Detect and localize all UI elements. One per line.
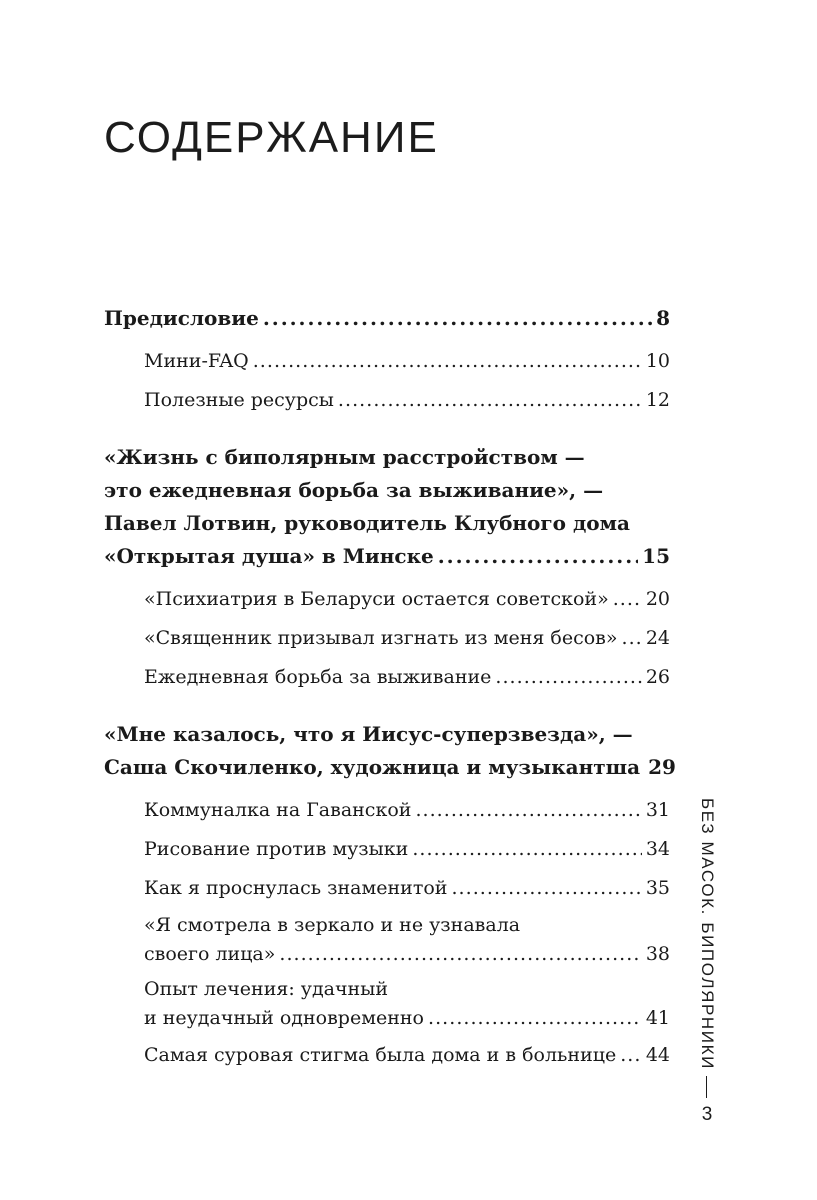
toc-entry-treatment[interactable] xyxy=(104,975,670,1033)
toc-entry-title: Самая суровая стигма была дома и в больнице xyxy=(144,1044,617,1066)
toc-entry-mini-faq[interactable] xyxy=(104,345,670,378)
toc-entry-priest[interactable] xyxy=(104,622,670,655)
toc-entry-useful-resources[interactable] xyxy=(104,384,670,417)
running-title: БЕЗ МАСОК. БИПОЛЯРНИКИ xyxy=(698,798,717,1070)
toc-chapter-title-line: Павел Лотвин, руководитель Клубного дома xyxy=(104,511,630,535)
toc-entry-title: своего лица» xyxy=(144,943,276,965)
dot-leader xyxy=(338,384,642,417)
toc-entry-psychiatry-belarus[interactable] xyxy=(104,583,670,616)
toc-page-number: 20 xyxy=(645,588,670,610)
dot-leader xyxy=(428,1004,642,1033)
toc-entry-drawing-vs-music[interactable] xyxy=(104,833,670,866)
toc-entry-title: «Открытая душа» в Минске xyxy=(104,544,434,568)
toc-page-number: 35 xyxy=(645,877,670,899)
toc-chapter-title-line: «Мне казалось, что я Иисус-суперзвезда», — xyxy=(104,722,633,746)
toc-page-number: 31 xyxy=(645,799,670,821)
dot-leader xyxy=(495,661,641,694)
toc-entry-title: Предисловие xyxy=(104,306,259,330)
toc-entry-title: «Священник призывал изгнать из меня бесов» xyxy=(144,627,618,649)
toc-entry-stigma[interactable] xyxy=(104,1039,670,1072)
toc-chapter-title-line: это ежедневная борьба за выживание», — xyxy=(104,478,604,502)
toc-entry-title: Как я проснулась знаменитой xyxy=(144,877,448,899)
dot-leader xyxy=(412,833,641,866)
dot-leader xyxy=(279,940,641,969)
toc-page-number: 41 xyxy=(645,1007,670,1029)
toc-page-number: 44 xyxy=(645,1044,670,1066)
toc-entry-title: «Психиатрия в Беларуси остается советской» xyxy=(144,588,609,610)
toc-page-number: 29 xyxy=(648,755,676,779)
toc-entry-title: Полезные ресурсы xyxy=(144,389,334,411)
toc-entry-title: и неудачный одновременно xyxy=(144,1007,424,1029)
toc-entry-became-famous[interactable] xyxy=(104,872,670,905)
toc-entry-preface[interactable] xyxy=(104,302,670,335)
dot-leader xyxy=(253,345,642,378)
dot-leader xyxy=(451,872,641,905)
dot-leader xyxy=(613,583,642,616)
dot-leader xyxy=(438,540,638,573)
toc-entry-daily-struggle[interactable] xyxy=(104,661,670,694)
page-number: 3 xyxy=(701,1104,713,1125)
dot-leader xyxy=(620,1039,642,1072)
toc-entry-title: Рисование против музыки xyxy=(144,838,409,860)
toc-entry-title-last-line xyxy=(144,1004,670,1033)
table-of-contents xyxy=(104,302,676,1072)
toc-entry-title: Коммуналка на Гаванской xyxy=(144,799,412,821)
toc-page-number: 38 xyxy=(645,943,670,965)
toc-page-number: 15 xyxy=(642,544,670,568)
toc-entry-title: Ежедневная борьба за выживание xyxy=(144,666,492,688)
dot-leader xyxy=(622,622,642,655)
toc-entry-title-line: Опыт лечения: удачный xyxy=(144,978,389,1000)
toc-chapter-1[interactable] xyxy=(104,441,670,573)
toc-chapter-title-last-line xyxy=(104,540,670,573)
toc-page-number: 8 xyxy=(656,306,670,330)
toc-page-number: 10 xyxy=(645,350,670,372)
toc-entry-kommunalka[interactable] xyxy=(104,794,670,827)
dot-leader xyxy=(263,302,652,335)
toc-chapter-title-line: «Жизнь с биполярным расстройством — xyxy=(104,445,585,469)
side-divider xyxy=(706,1076,707,1098)
dot-leader xyxy=(415,794,641,827)
toc-page-number: 24 xyxy=(645,627,670,649)
toc-entry-title-line: «Я смотрела в зеркало и не узнавала xyxy=(144,914,521,936)
toc-page-number: 34 xyxy=(645,838,670,860)
toc-entry-title: Мини-FAQ xyxy=(144,350,249,372)
toc-entry-title-last-line xyxy=(144,940,670,969)
toc-page-number: 26 xyxy=(645,666,670,688)
toc-entry-mirror[interactable] xyxy=(104,911,670,969)
toc-entry-title: Саша Скочиленко, художница и музыкантша xyxy=(104,755,641,779)
toc-chapter-title-last-line xyxy=(104,751,676,784)
page-title: СОДЕРЖАНИЕ xyxy=(104,113,439,162)
toc-chapter-2[interactable] xyxy=(104,718,676,784)
toc-page-number: 12 xyxy=(645,389,670,411)
